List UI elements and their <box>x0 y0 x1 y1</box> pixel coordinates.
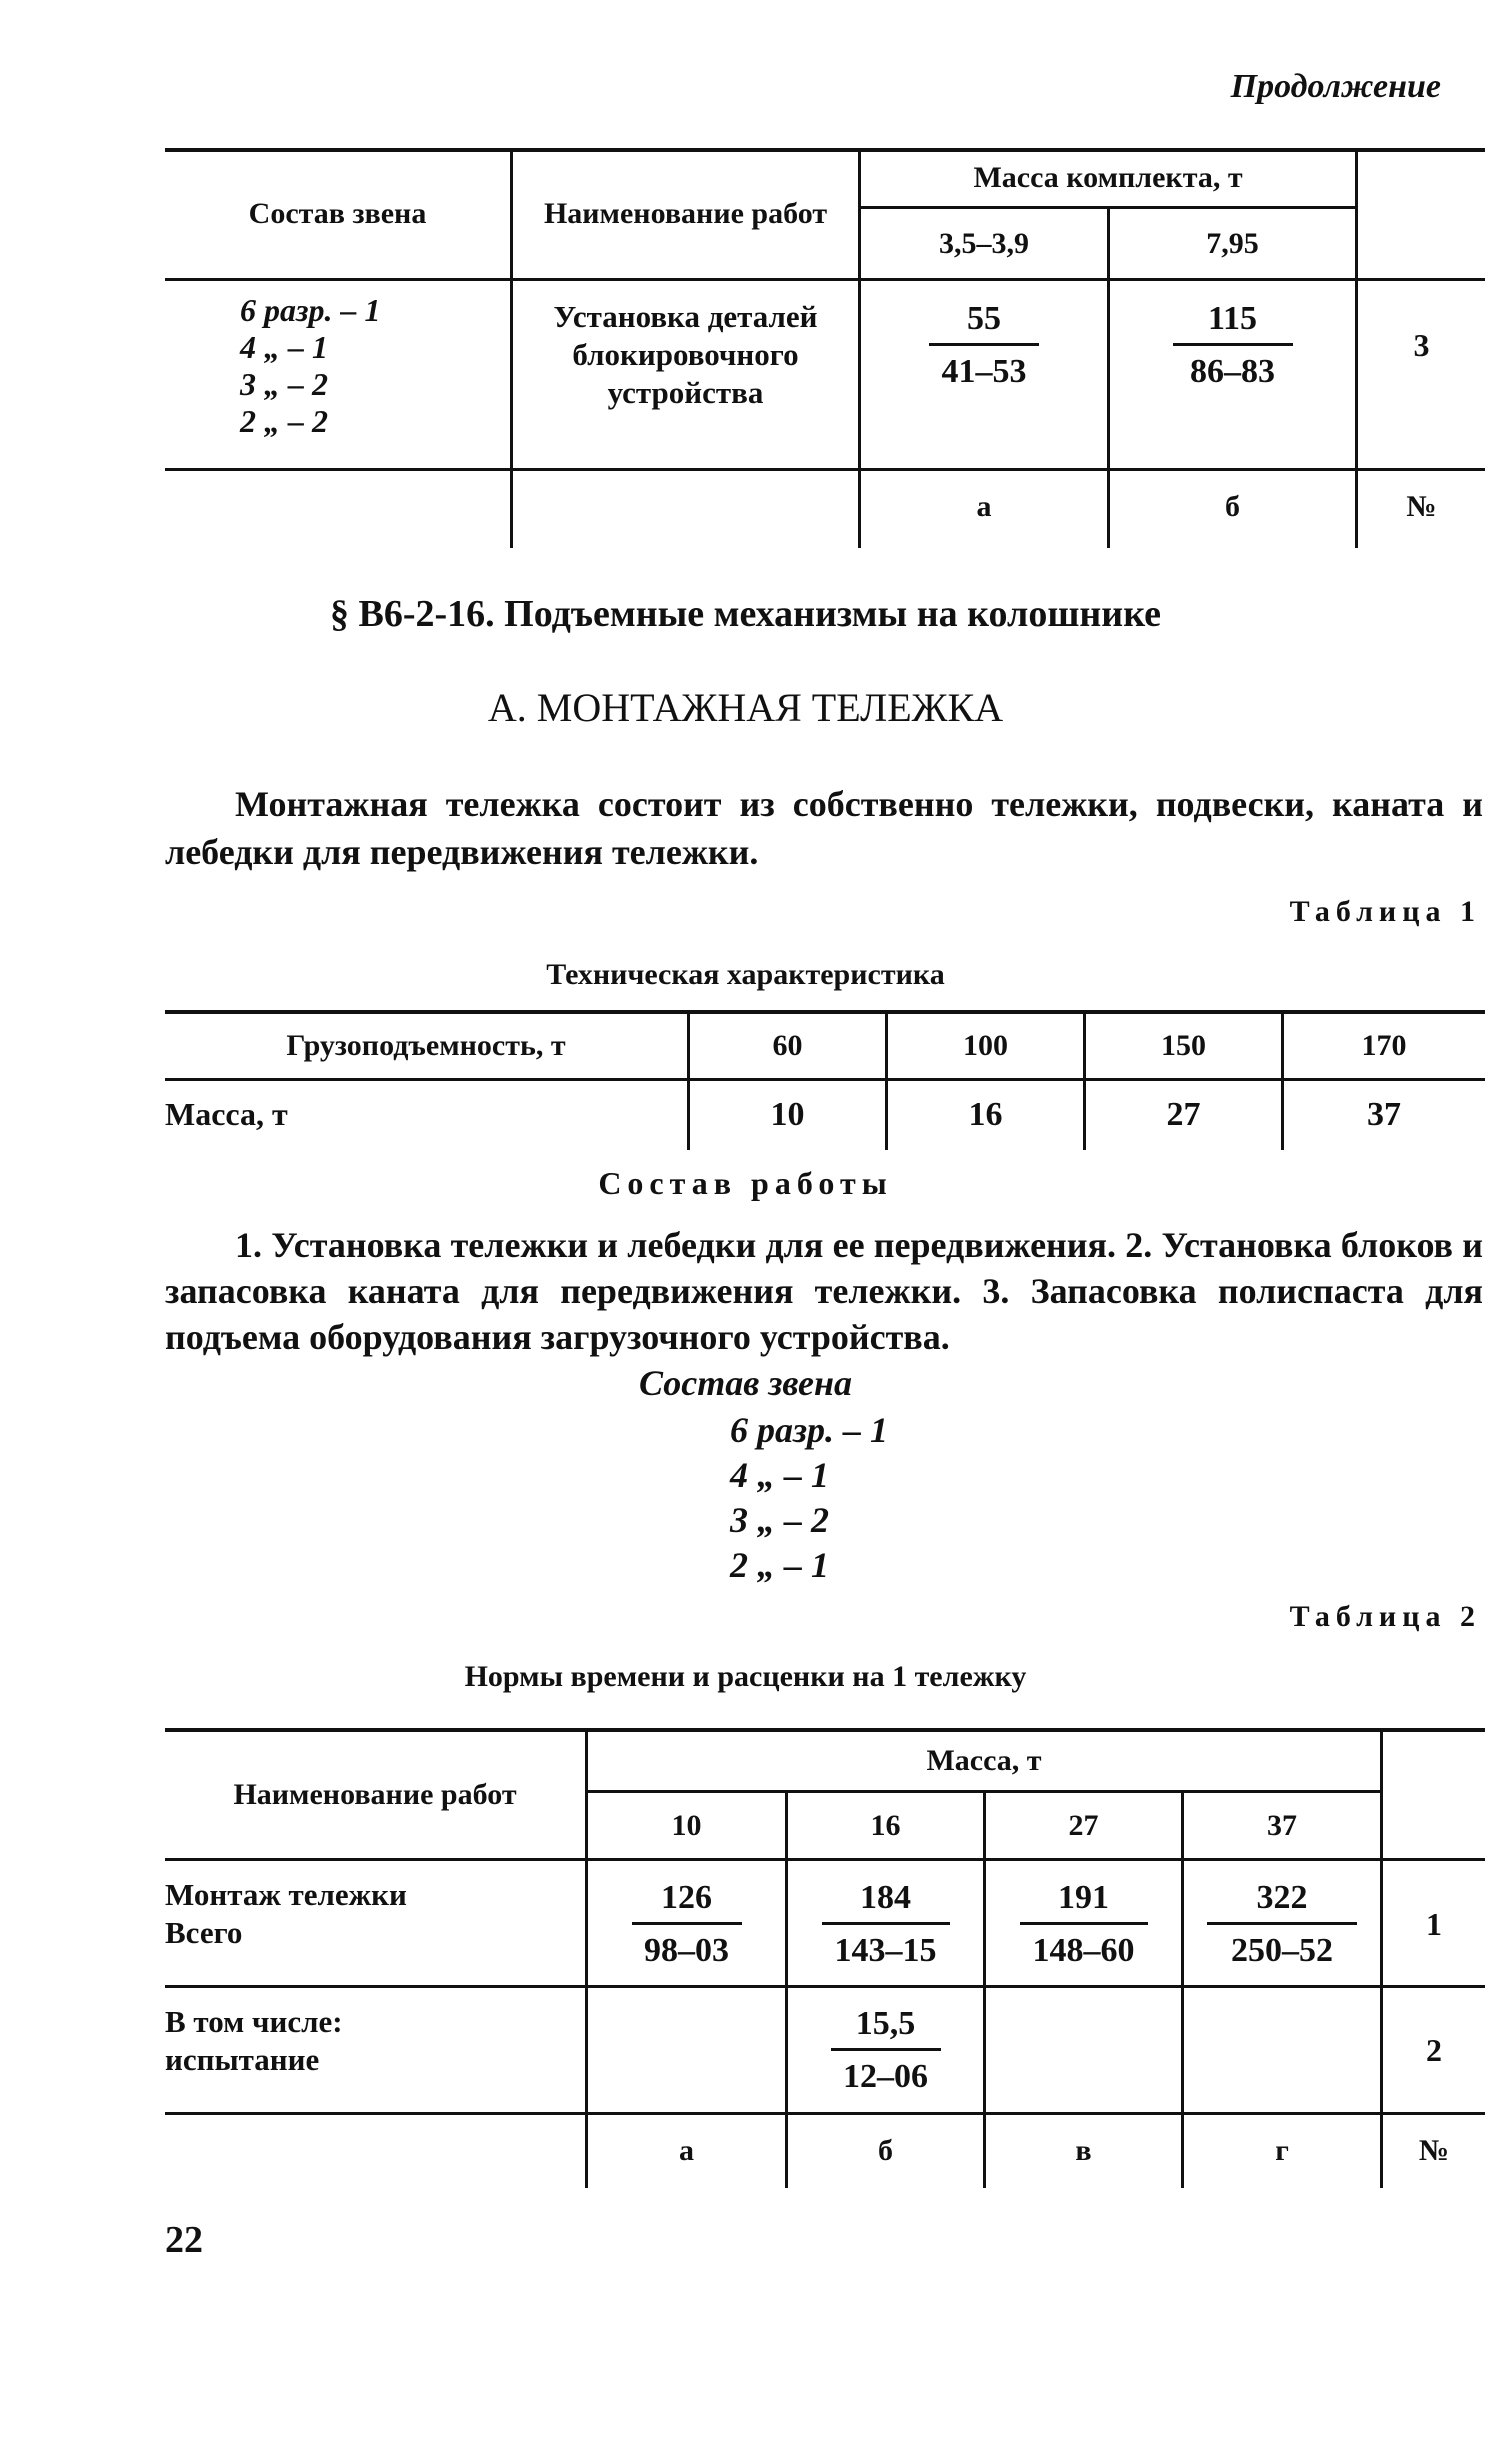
mass-value: 10 <box>770 1096 805 1133</box>
table-label: Таблица 2 <box>1289 1600 1481 1633</box>
fraction-bar <box>1020 1922 1148 1925</box>
header-mass-set: Масса комплекта, т <box>973 161 1243 194</box>
header-mass-1: 3,5–3,9 <box>939 226 1029 260</box>
capacity-value: 170 <box>1361 1029 1407 1062</box>
fraction-bar <box>1173 343 1293 346</box>
number-sign: № <box>1418 2134 1450 2167</box>
page-number: 22 <box>165 2219 203 2261</box>
number-sign: № <box>1406 490 1437 523</box>
column-letter: в <box>1075 2134 1092 2167</box>
column-letter: а <box>976 490 992 523</box>
column-letter: г <box>1275 2134 1289 2167</box>
value-denominator: 148–60 <box>1032 1931 1135 1969</box>
fraction-bar <box>929 343 1039 346</box>
mass-column: 10 <box>671 1808 702 1842</box>
row-label-line: Всего <box>165 1915 243 1950</box>
value-numerator: 15,5 <box>855 2004 916 2042</box>
crew-line: 4 „ – 1 <box>240 329 328 365</box>
work-heading: Состав работы <box>598 1165 893 1201</box>
crew-title: Состав звена <box>639 1363 852 1403</box>
fraction-bar <box>632 1922 742 1925</box>
capacity-value: 100 <box>963 1029 1008 1062</box>
mass-column: 16 <box>870 1808 901 1842</box>
table-title: Техническая характеристика <box>546 958 945 991</box>
value-numerator: 322 <box>1256 1878 1308 1916</box>
capacity-value: 150 <box>1161 1029 1206 1062</box>
value-denominator: 41–53 <box>941 352 1027 390</box>
work-name <box>513 298 858 412</box>
crew-line: 2 „ – 1 <box>730 1545 829 1585</box>
value-numerator: 191 <box>1058 1878 1109 1916</box>
fraction-bar <box>831 2048 941 2051</box>
crew-line: 6 разр. – 1 <box>240 292 381 328</box>
mass-label: Масса, т <box>165 1096 288 1132</box>
subsection-title: А. МОНТАЖНАЯ ТЕЛЕЖКА <box>487 685 1004 730</box>
header-mass-2: 7,95 <box>1206 226 1259 260</box>
header-crew: Состав звена <box>248 197 427 230</box>
value-numerator: 115 <box>1207 299 1258 337</box>
crew-list <box>730 1408 888 1588</box>
intro-paragraph: Монтажная тележка состоит из собственно тележки, подвески, каната и лебедки для передвижения тележки. <box>165 784 1483 872</box>
header-work: Наименование работ <box>543 197 828 230</box>
value-numerator: 184 <box>860 1878 911 1916</box>
value-denominator: 12–06 <box>843 2057 928 2095</box>
row-number: 3 <box>1413 326 1430 363</box>
section-title: § В6-2-16. Подъемные механизмы на колошнике <box>329 593 1162 635</box>
mass-value: 27 <box>1166 1096 1201 1133</box>
fraction-bar <box>1207 1922 1357 1925</box>
row-label <box>165 1876 407 1952</box>
value-denominator: 86–83 <box>1190 352 1275 390</box>
capacity-value: 60 <box>772 1029 803 1062</box>
value-cell <box>1184 1868 1380 1980</box>
column-letter: б <box>1225 490 1240 523</box>
work-line: Установка деталей <box>553 299 818 334</box>
value-denominator: 250–52 <box>1231 1931 1333 1969</box>
value-cell <box>588 1868 785 1980</box>
value-cell <box>986 1868 1181 1980</box>
mass-column: 37 <box>1267 1808 1297 1842</box>
capacity-label: Грузоподъемность, т <box>286 1029 566 1062</box>
row-number: 1 <box>1426 1905 1442 1942</box>
fraction-bar <box>822 1922 950 1925</box>
work-line: устройства <box>607 375 764 410</box>
crew-line: 3 „ – 2 <box>240 366 328 402</box>
crew-line: 2 „ – 2 <box>240 403 328 439</box>
value-cell <box>788 1994 983 2106</box>
row-label-line: испытание <box>165 2042 320 2077</box>
work-line: блокировочного <box>572 337 799 372</box>
header-mass: Масса, т <box>926 1744 1042 1777</box>
row-label-line: В том числе: <box>165 2004 343 2039</box>
crew-composition <box>240 292 380 440</box>
crew-line: 4 „ – 1 <box>730 1455 829 1495</box>
header-work: Наименование работ <box>233 1778 517 1811</box>
table-label: Таблица 1 <box>1289 895 1481 928</box>
row-number: 2 <box>1426 2031 1442 2068</box>
mass-column: 27 <box>1068 1808 1099 1842</box>
value-denominator: 98–03 <box>644 1931 729 1969</box>
mass-value: 16 <box>968 1096 1003 1133</box>
row-label-line: Монтаж тележки <box>165 1877 407 1912</box>
value-cell <box>788 1868 983 1980</box>
value-denominator: 143–15 <box>834 1931 937 1969</box>
column-letter: а <box>679 2134 694 2167</box>
row-label <box>165 2003 343 2079</box>
mass-value: 37 <box>1367 1096 1401 1133</box>
value-numerator: 55 <box>967 299 1001 337</box>
crew-line: 3 „ – 2 <box>730 1500 829 1540</box>
value-cell <box>1110 290 1355 400</box>
value-cell <box>861 290 1107 400</box>
table-title: Нормы времени и расценки на 1 тележку <box>464 1660 1027 1693</box>
crew-line: 6 разр. – 1 <box>730 1410 889 1450</box>
work-text: 1. Установка тележки и лебедки для ее передвижения. 2. Установка блоков и запасовка каната для передвижения тележки. 3. Запасовка полиспаста для подъема оборудования загрузочного устройства. <box>165 1225 1483 1357</box>
column-letter: б <box>878 2134 893 2167</box>
value-numerator: 126 <box>661 1878 712 1916</box>
continued-label: Продолжение <box>1230 68 1441 105</box>
